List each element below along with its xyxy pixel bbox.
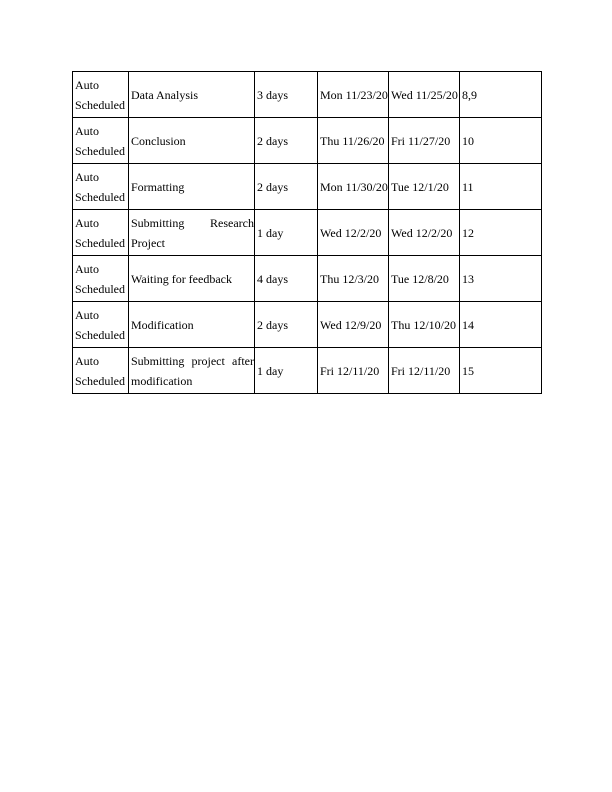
predecessors-cell: 15 bbox=[460, 348, 542, 394]
finish-cell: Thu 12/10/20 bbox=[389, 302, 460, 348]
duration-cell: 1 day bbox=[255, 210, 318, 256]
duration-cell: 2 days bbox=[255, 164, 318, 210]
task-name-cell: Modification bbox=[129, 302, 255, 348]
task-name-cell: Submitting project after modification bbox=[129, 348, 255, 394]
table-row bbox=[73, 210, 542, 256]
predecessors-cell: 11 bbox=[460, 164, 542, 210]
task-mode-cell: Auto Scheduled bbox=[73, 256, 129, 302]
task-mode-cell: Auto Scheduled bbox=[73, 72, 129, 118]
finish-cell: Wed 11/25/20 bbox=[389, 72, 460, 118]
table-row bbox=[73, 348, 542, 394]
finish-cell: Fri 12/11/20 bbox=[389, 348, 460, 394]
duration-cell: 2 days bbox=[255, 118, 318, 164]
task-mode-cell: Auto Scheduled bbox=[73, 164, 129, 210]
table-row bbox=[73, 302, 542, 348]
finish-cell: Fri 11/27/20 bbox=[389, 118, 460, 164]
task-name-cell: Formatting bbox=[129, 164, 255, 210]
predecessors-cell: 12 bbox=[460, 210, 542, 256]
duration-cell: 4 days bbox=[255, 256, 318, 302]
finish-cell: Wed 12/2/20 bbox=[389, 210, 460, 256]
duration-cell: 3 days bbox=[255, 72, 318, 118]
duration-cell: 1 day bbox=[255, 348, 318, 394]
predecessors-cell: 13 bbox=[460, 256, 542, 302]
predecessors-cell: 8,9 bbox=[460, 72, 542, 118]
start-cell: Mon 11/30/20 bbox=[318, 164, 389, 210]
schedule-table bbox=[72, 71, 542, 394]
task-mode-cell: Auto Scheduled bbox=[73, 210, 129, 256]
task-mode-cell: Auto Scheduled bbox=[73, 118, 129, 164]
start-cell: Wed 12/9/20 bbox=[318, 302, 389, 348]
table-row bbox=[73, 256, 542, 302]
table-row bbox=[73, 118, 542, 164]
start-cell: Thu 12/3/20 bbox=[318, 256, 389, 302]
start-cell: Mon 11/23/20 bbox=[318, 72, 389, 118]
table-row bbox=[73, 164, 542, 210]
start-cell: Fri 12/11/20 bbox=[318, 348, 389, 394]
task-name-cell: Data Analysis bbox=[129, 72, 255, 118]
start-cell: Wed 12/2/20 bbox=[318, 210, 389, 256]
task-mode-cell: Auto Scheduled bbox=[73, 302, 129, 348]
predecessors-cell: 14 bbox=[460, 302, 542, 348]
finish-cell: Tue 12/8/20 bbox=[389, 256, 460, 302]
task-name-cell: Submitting Research Project bbox=[129, 210, 255, 256]
task-mode-cell: Auto Scheduled bbox=[73, 348, 129, 394]
predecessors-cell: 10 bbox=[460, 118, 542, 164]
start-cell: Thu 11/26/20 bbox=[318, 118, 389, 164]
task-name-cell: Conclusion bbox=[129, 118, 255, 164]
duration-cell: 2 days bbox=[255, 302, 318, 348]
table-row bbox=[73, 72, 542, 118]
finish-cell: Tue 12/1/20 bbox=[389, 164, 460, 210]
task-name-cell: Waiting for feedback bbox=[129, 256, 255, 302]
